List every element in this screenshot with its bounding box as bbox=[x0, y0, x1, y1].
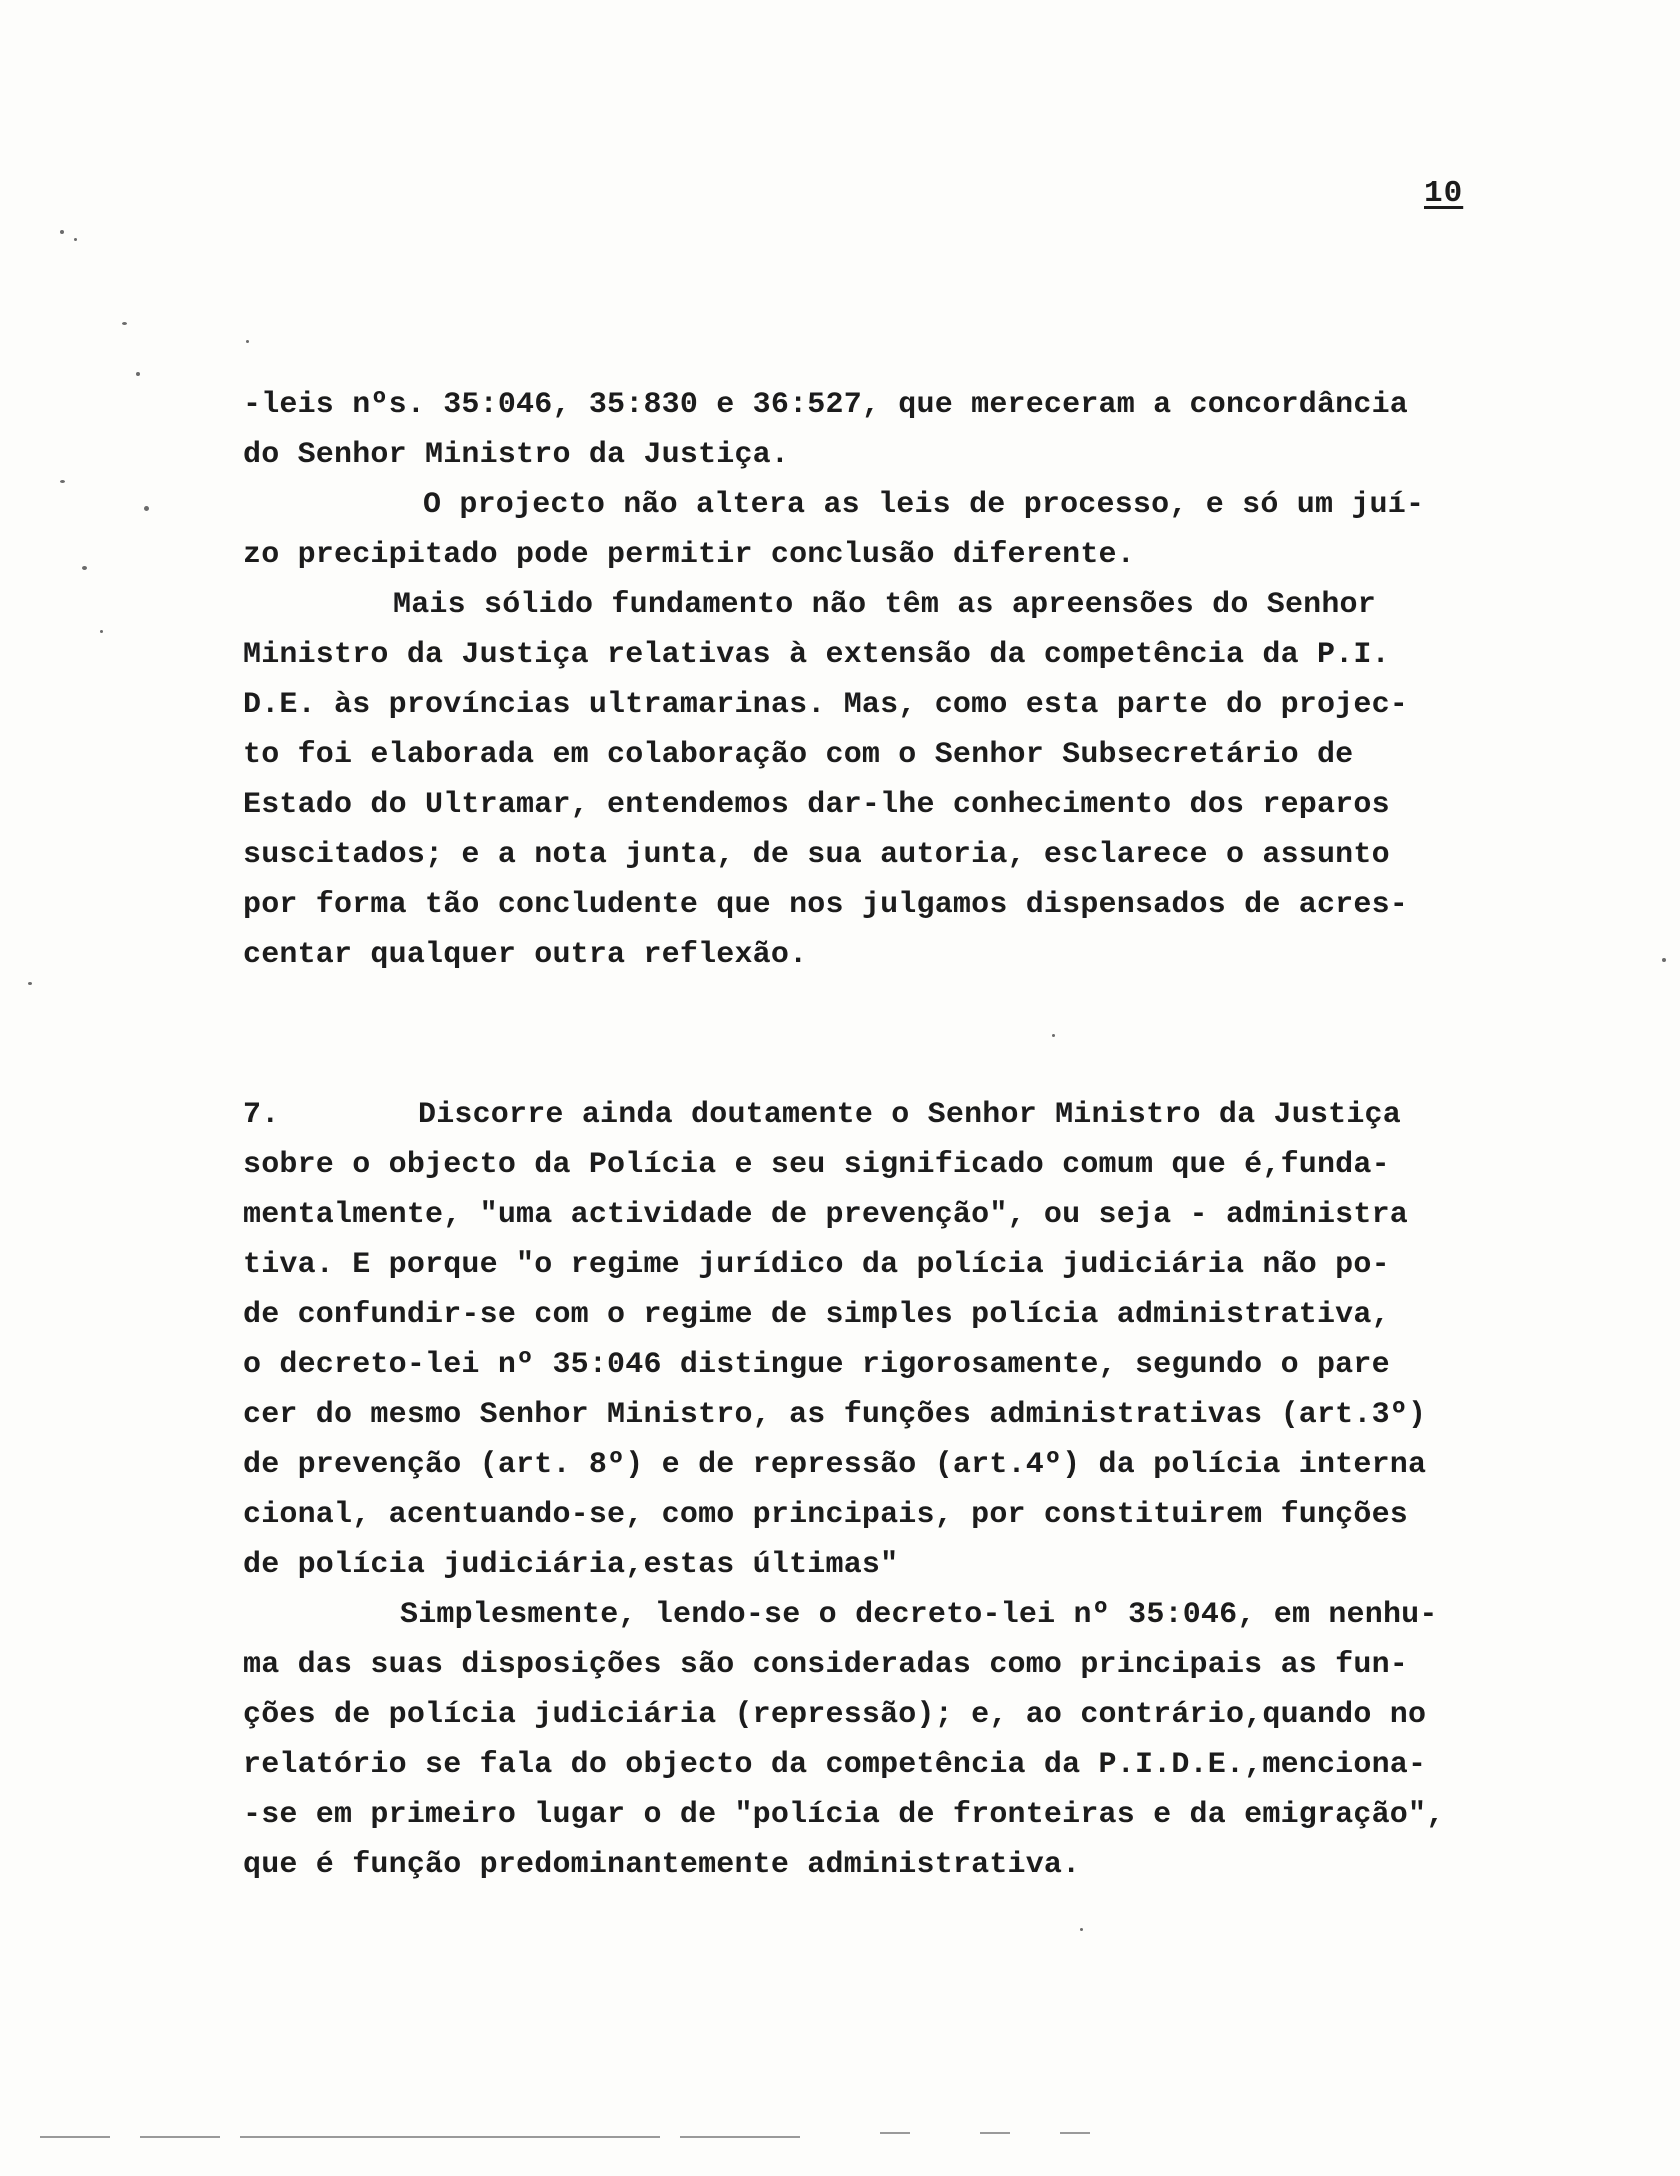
text-line: D.E. às províncias ultramarinas. Mas, como esta parte do projec- bbox=[243, 688, 1408, 722]
text-line: ma das suas disposições são consideradas como principais as fun- bbox=[243, 1648, 1408, 1682]
text-line: zo precipitado pode permitir conclusão diferente. bbox=[243, 538, 1135, 572]
scan-speck bbox=[82, 566, 87, 570]
text-line: to foi elaborada em colaboração com o Senhor Subsecretário de bbox=[243, 738, 1354, 772]
scan-speck bbox=[60, 230, 64, 234]
scan-speck bbox=[60, 480, 65, 483]
scan-speck bbox=[136, 372, 140, 376]
text-line: Estado do Ultramar, entendemos dar-lhe conhecimento dos reparos bbox=[243, 788, 1390, 822]
text-line: tiva. E porque "o regime jurídico da polícia judiciária não po- bbox=[243, 1248, 1390, 1282]
text-line: de prevenção (art. 8º) e de repressão (art.4º) da polícia interna bbox=[243, 1448, 1427, 1482]
scan-line bbox=[140, 2136, 220, 2138]
scan-speck bbox=[246, 340, 249, 343]
text-line: o decreto-lei nº 35:046 distingue rigorosamente, segundo o pare bbox=[243, 1348, 1390, 1382]
scan-speck bbox=[1052, 1034, 1055, 1037]
scan-speck bbox=[122, 322, 127, 325]
scan-line bbox=[680, 2136, 800, 2138]
scan-line bbox=[240, 2136, 660, 2138]
scan-speck bbox=[144, 506, 149, 511]
text-line: cer do mesmo Senhor Ministro, as funções administrativas (art.3º) bbox=[243, 1398, 1427, 1432]
scan-line bbox=[1060, 2132, 1090, 2134]
text-line: do Senhor Ministro da Justiça. bbox=[243, 438, 790, 472]
text-line: -leis nºs. 35:046, 35:830 e 36:527, que mereceram a concordância bbox=[243, 388, 1408, 422]
text-block-2 bbox=[243, 1090, 1543, 1890]
text-line: O projecto não altera as leis de processo, e só um juí- bbox=[423, 488, 1425, 522]
text-line: centar qualquer outra reflexão. bbox=[243, 938, 808, 972]
scan-line bbox=[980, 2132, 1010, 2134]
text-line: ções de polícia judiciária (repressão); e, ao contrário,quando no bbox=[243, 1698, 1427, 1732]
text-line: Discorre ainda doutamente o Senhor Ministro da Justiça bbox=[418, 1098, 1401, 1132]
text-line: de confundir-se com o regime de simples polícia administrativa, bbox=[243, 1298, 1390, 1332]
text-line: relatório se fala do objecto da competência da P.I.D.E.,menciona- bbox=[243, 1748, 1427, 1782]
text-line: de polícia judiciária,estas últimas" bbox=[243, 1548, 899, 1582]
text-line: Mais sólido fundamento não têm as apreensões do Senhor bbox=[393, 588, 1376, 622]
scan-line bbox=[880, 2132, 910, 2134]
scan-speck bbox=[1662, 958, 1666, 962]
text-block-1 bbox=[243, 380, 1543, 980]
scan-speck bbox=[100, 630, 103, 633]
text-line: que é função predominantemente administrativa. bbox=[243, 1848, 1081, 1882]
paragraph-first-line bbox=[243, 1090, 1543, 1140]
text-line: por forma tão concludente que nos julgamos dispensados de acres- bbox=[243, 888, 1408, 922]
text-line: mentalmente, "uma actividade de prevenção", ou seja - administra bbox=[243, 1198, 1408, 1232]
text-line: Ministro da Justiça relativas à extensão da competência da P.I. bbox=[243, 638, 1390, 672]
text-line: suscitados; e a nota junta, de sua autoria, esclarece o assunto bbox=[243, 838, 1390, 872]
text-line: -se em primeiro lugar o de "polícia de fronteiras e da emigração", bbox=[243, 1798, 1445, 1832]
text-line: Simplesmente, lendo-se o decreto-lei nº 35:046, em nenhu- bbox=[400, 1598, 1438, 1632]
scan-speck bbox=[28, 982, 32, 985]
text-line: sobre o objecto da Polícia e seu significado comum que é,funda- bbox=[243, 1148, 1390, 1182]
scan-line bbox=[40, 2136, 110, 2138]
text-line: cional, acentuando-se, como principais, por constituirem funções bbox=[243, 1498, 1408, 1532]
scan-speck bbox=[1080, 1928, 1083, 1931]
scan-speck bbox=[74, 238, 77, 241]
paragraph-number: 7. bbox=[243, 1098, 280, 1132]
page-number: 10 bbox=[1424, 176, 1464, 211]
